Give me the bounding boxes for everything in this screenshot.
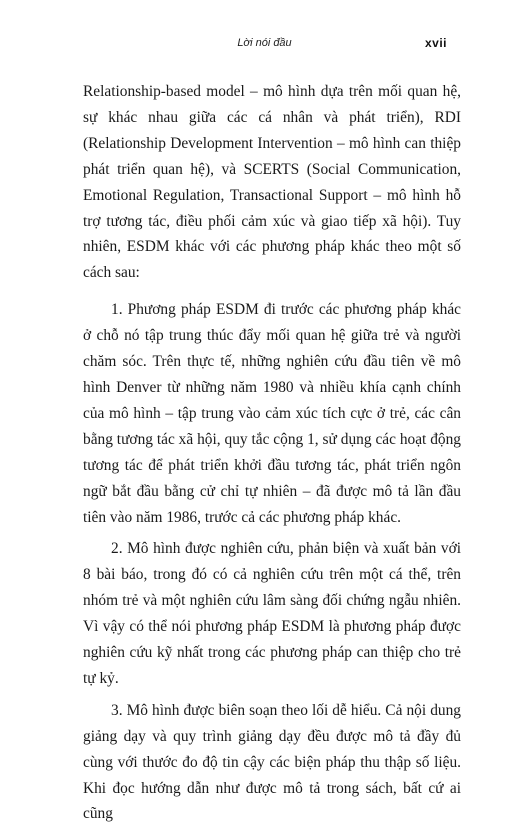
body-text <box>83 79 461 827</box>
running-title: Lời nói đầu <box>237 37 292 49</box>
page-number: xvii <box>424 36 447 50</box>
list-item-2: 2. Mô hình được nghiên cứu, phản biện và xuất bản với 8 bài báo, trong đó có cả nghiên cứu trên một cá thể, trên nhóm trẻ và một nghiên cứu lâm sàng đối chứng ngẫu nhiên. Vì vậy có thể nói phương pháp ESDM là phương pháp được nghiên cứu kỹ nhất trong các phương pháp can thiệp cho trẻ tự kỷ. <box>83 540 461 687</box>
intro-paragraph: Relationship-based model – mô hình dựa trên mối quan hệ, sự khác nhau giữa các cá nhân và phát triển), RDI (Relationship Development Intervention – mô hình can thiệp phát triển quan hệ), và SCERTS (Social Communication, Emotional Regulation, Transactional Support – mô hình hỗ trợ tương tác, điều phối cảm xúc và giao tiếp xã hội). Tuy nhiên, ESDM khác với các phương pháp khác theo một số cách sau: <box>83 83 461 282</box>
list-item-3: 3. Mô hình được biên soạn theo lối dễ hiểu. Cả nội dung giảng dạy và quy trình giảng dạy đều được mô tả đầy đủ cùng với thước đo độ tin cậy các biện pháp thu thập số liệu. Khi đọc hướng dẫn như được mô tả trong sách, bất cứ ai cũng <box>83 701 461 823</box>
list-item-1: 1. Phương pháp ESDM đi trước các phương pháp khác ở chỗ nó tập trung thúc đẩy mối quan hệ giữa trẻ và người chăm sóc. Trên thực tế, những nghiên cứu đầu tiên về mô hình Denver từ những năm 1980 và nhiều khía cạnh chính của mô hình – tập trung vào cảm xúc tích cực ở trẻ, các cân bằng tương tác xã hội, quy tắc cộng 1, sử dụng các hoạt động tương tác để phát triển khởi đầu tương tác, phát triển ngôn ngữ bắt đầu bằng cử chỉ tự nhiên – đã được mô tả lần đầu tiên vào năm 1986, trước cả các phương pháp khác. <box>83 301 461 526</box>
running-head <box>82 37 447 53</box>
